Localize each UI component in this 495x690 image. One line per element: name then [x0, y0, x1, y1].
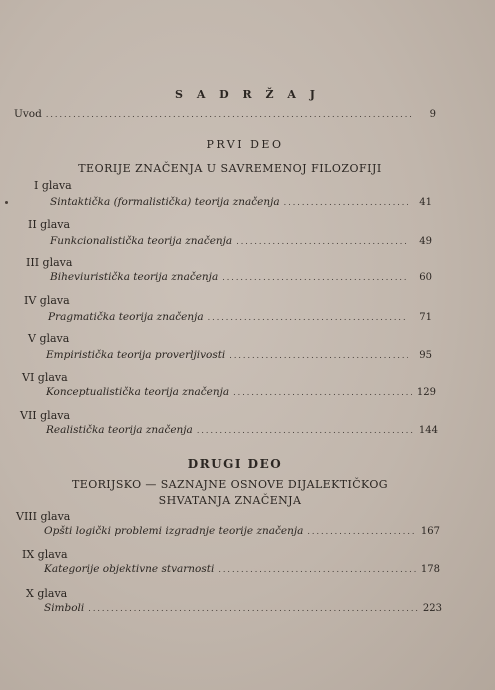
page-number: 223	[422, 603, 442, 614]
toc-entry[interactable]	[44, 602, 442, 614]
page-number: 49	[419, 236, 432, 247]
entry-title: Uvod	[14, 108, 42, 120]
page-number: 178	[420, 564, 440, 575]
chapter-label: III glava	[26, 256, 73, 269]
dot-leader	[218, 565, 416, 574]
dot-leader	[307, 527, 416, 536]
dot-leader	[197, 426, 414, 435]
contents-heading: S A D R Ž A J	[175, 88, 320, 101]
dot-leader	[284, 198, 408, 207]
chapter-label: II glava	[28, 218, 71, 231]
ink-mark	[5, 201, 8, 204]
toc-entry[interactable]	[50, 235, 432, 247]
chapter-label: X glava	[26, 587, 68, 600]
part-two-subtitle-line1: TEORIJSKO — SAZNAJNE OSNOVE DIJALEKTIČKOG	[72, 478, 388, 491]
dot-leader	[222, 273, 408, 282]
toc-entry[interactable]	[48, 311, 432, 323]
page-number: 41	[419, 197, 432, 208]
dot-leader	[229, 351, 408, 360]
dot-leader	[236, 237, 408, 246]
toc-entry-intro[interactable]	[14, 108, 436, 120]
part-one-subtitle: TEORIJE ZNAČENJA U SAVREMENOJ FILOZOFIJI	[78, 162, 382, 175]
page-number: 9	[429, 109, 436, 120]
toc-entry[interactable]	[50, 196, 432, 208]
dot-leader	[46, 110, 412, 119]
page-number: 95	[419, 350, 432, 361]
part-two-title: DRUGI DEO	[187, 457, 283, 471]
toc-entry[interactable]	[46, 386, 436, 398]
page-number: 60	[419, 272, 432, 283]
part-two-subtitle-line2: SHVATANJA ZNAČENJA	[158, 494, 302, 507]
dot-leader	[233, 388, 412, 397]
page-number: 144	[418, 425, 438, 436]
toc-entry[interactable]	[44, 525, 440, 537]
entry-title: Biheviuristička teorija značenja	[50, 271, 219, 283]
chapter-label: V glava	[28, 332, 70, 345]
entry-title: Empiristička teorija proverljivosti	[46, 349, 226, 361]
page-number: 129	[416, 387, 436, 398]
part-one-title: PRVI DEO	[206, 138, 284, 151]
chapter-label: I glava	[34, 179, 72, 192]
chapter-label: VIII glava	[16, 510, 71, 523]
entry-title: Konceptualistička teorija značenja	[46, 386, 230, 398]
entry-title: Funkcionalistička teorija značenja	[50, 235, 233, 247]
chapter-label: IX glava	[22, 548, 68, 561]
chapter-label: IV glava	[24, 294, 70, 307]
page-number: 71	[419, 312, 432, 323]
entry-title: Pragmatička teorija značenja	[48, 311, 204, 323]
dot-leader	[208, 313, 408, 322]
toc-entry[interactable]	[50, 271, 432, 283]
page-number: 167	[420, 526, 440, 537]
entry-title: Kategorije objektivne stvarnosti	[44, 563, 215, 575]
part-two-subtitle	[40, 477, 420, 509]
entry-title: Opšti logički problemi izgradnje teorije značenja	[44, 525, 304, 537]
entry-title: Realistička teorija značenja	[46, 424, 193, 436]
toc-entry[interactable]	[44, 563, 440, 575]
dot-leader	[88, 604, 418, 613]
chapter-label: VI glava	[22, 371, 68, 384]
entry-title: Sintaktička (formalistička) teorija značenja	[50, 196, 280, 208]
entry-title: Simboli	[44, 602, 85, 614]
toc-entry[interactable]	[46, 424, 438, 436]
toc-entry[interactable]	[46, 349, 432, 361]
chapter-label: VII glava	[20, 409, 71, 422]
